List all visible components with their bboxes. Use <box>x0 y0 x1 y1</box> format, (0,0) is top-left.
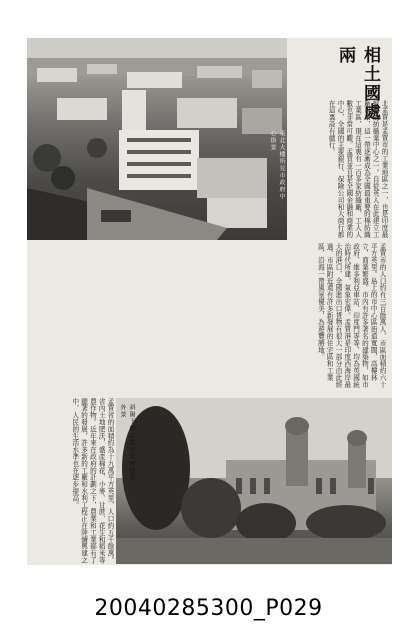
building-image <box>116 398 392 564</box>
photo-bottom-caption: 斜陽下的孟買市政府建築外景 <box>119 404 135 481</box>
building-photo <box>116 398 392 564</box>
photo-top-caption: 東北大樓所見市政府中心街景 <box>269 130 285 200</box>
page-id-label: 20040285300_P029 <box>94 596 323 621</box>
city-aerial-photo <box>27 38 287 240</box>
body-text-block-1: 北孟買是孟買市的工業地區之一，也是印度最繁榮的紡織業中心之一。自從英人在此建立工廠以來，這一帶逐漸成為全國最重要的棉紡織工業區，現在這裏有一百多家紡織廠，工人人數也非常可觀。孟買並且是全國金融和商業的中心，全國的主要銀行、保險公司和大商行都在這裏設有總行。 <box>327 100 388 238</box>
city-aerial-image <box>27 38 287 240</box>
body-text-block-3: 孟買省的面積約為十九萬平方英里，人口約五千餘萬。省內土地肥沃，盛產棉花、小麥、甘蔗、花生和稻米等農作物。近年來在政府的計劃之下，農業和工業都有了顯著的發展，許多新的工廠和水利工程正在陸續興建之中，人民的生活水準也在逐步提高。 <box>70 398 114 564</box>
article-title: 相土國處兩 <box>335 46 380 122</box>
body-text-block-2: 孟買市的人口約有三百餘萬人，市區面積約六十平方英里。島上的市中心區街道寬闊，高樓林立，商業繁盛。市內有許多著名的建築物，如市政府、維多利亞車站、印度門等等，均為英國統治時代所建，氣象宏偉。孟買港是印度西海岸最大的港口，全國進出口貨物有很大一部分由此經過。市區附近還有許多新發展的住宅區和工業區，沿海一帶風景優美，為遊覽勝地。 <box>316 243 386 388</box>
